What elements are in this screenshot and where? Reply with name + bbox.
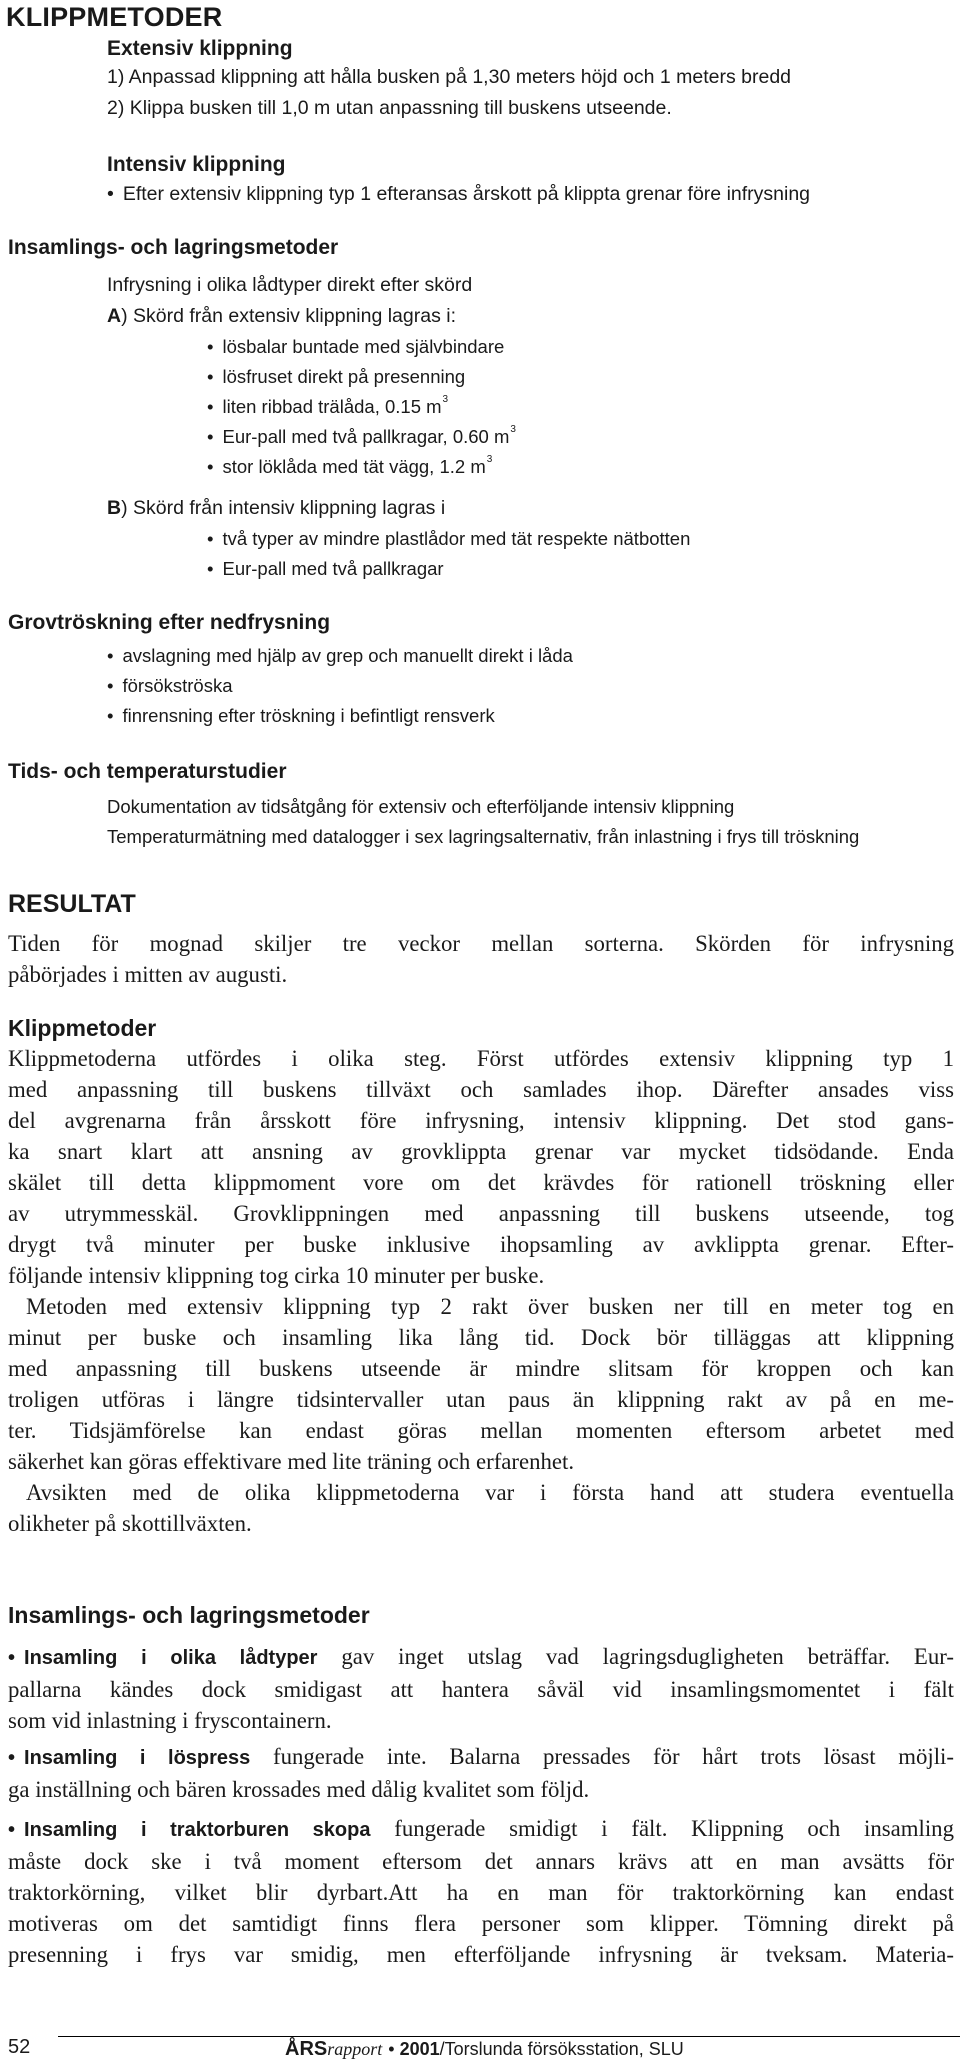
text-line: Tiden för mognad skiljer tre veckor mellan sorterna. Skörden för infrysning	[8, 931, 954, 956]
text-line: med anpassning till buskens utseende är mindre slitsam för kroppen och kan	[8, 1356, 954, 1381]
c2-lead: • Insamling i löspress	[8, 1747, 250, 1769]
text-line: motiveras om det samtidigt finns flera personer som klipper. Tömning direkt på	[8, 1911, 954, 1936]
a-item-5-line	[207, 456, 492, 478]
a-item-5: stor löklåda med tät vägg, 1.2 m	[222, 456, 486, 477]
threshing-item-3: • finrensning efter tröskning i befintligt rensverk	[107, 705, 495, 727]
text-line	[8, 1641, 954, 1674]
c1-text: gav inget utslag vad lagringsdugligheten beträffar. Eur-	[317, 1644, 954, 1669]
c1-lead: • Insamling i olika lådtyper	[8, 1647, 317, 1669]
text-line: olikheter på skottillväxten.	[8, 1511, 252, 1536]
time-line-2: Temperaturmätning med datalogger i sex lagringsalternativ, från inlastning i frys till tröskning	[107, 826, 860, 847]
text-line: påbörjades i mitten av augusti.	[8, 962, 288, 987]
c3-text: fungerade smidigt i fält. Klippning och insamling	[370, 1816, 954, 1841]
time-line-1: Dokumentation av tidsåtgång för extensiv och efterföljande intensiv klippning	[107, 796, 735, 817]
text-line: pallarna kändes dock smidigast att hantera såväl vid insamlingsmomentet i fält	[8, 1677, 954, 1702]
text-line	[8, 1741, 954, 1774]
text-line: skälet till detta klippmoment vore om det krävdes för rationell tröskning eller	[8, 1170, 954, 1195]
text-line: minut per buske och insamling lika lång tid. Dock bör tilläggas att klippning	[8, 1325, 954, 1350]
c3-lead: • Insamling i traktorburen skopa	[8, 1819, 370, 1841]
collect-heading: Insamlings- och lagringsmetoder	[8, 1602, 370, 1628]
brand-rapport: rapport	[327, 2039, 383, 2059]
time-heading: Tids- och temperaturstudier	[8, 760, 287, 783]
footer-rule	[58, 2036, 960, 2037]
a-item-4-line	[207, 426, 516, 448]
text-line: måste dock ske i två moment eftersom det annars krävs att en man avsätts för	[8, 1849, 954, 1874]
text-line: traktorkörning, vilket blir dyrbart.Att ha en man för traktorkörning kan endast	[8, 1880, 954, 1905]
collection-intro: Infrysning i olika lådtyper direkt efter skörd	[107, 274, 473, 296]
text-line: av utrymmesskäl. Grovklippningen med anpassning till buskens utseende, tog	[8, 1201, 954, 1226]
page-title: KLIPPMETODER	[6, 2, 223, 32]
text-line: Klippmetoderna utfördes i olika steg. Först utfördes extensiv klippning typ 1	[8, 1046, 954, 1071]
text-line: ka snart klart att ansning av grovklippta grenar var mycket tidsödande. Enda	[8, 1139, 954, 1164]
collection-a-text: ) Skörd från extensiv klippning lagras i:	[121, 305, 457, 327]
a-item-2: • lösfruset direkt på presenning	[207, 366, 465, 388]
threshing-item-2: • försökströska	[107, 675, 233, 697]
intensive-item: • Efter extensiv klippning typ 1 efteransas årskott på klippta grenar före infrysning	[107, 183, 810, 206]
klipp-heading: Klippmetoder	[8, 1015, 157, 1041]
threshing-heading: Grovtröskning efter nedfrysning	[8, 611, 331, 634]
footer-year: 2001	[399, 2039, 440, 2059]
collection-a-line	[107, 305, 456, 328]
extensive-item-1: 1) Anpassad klippning att hålla busken på 1,30 meters höjd och 1 meters bredd	[107, 66, 792, 88]
footer-brand	[285, 2038, 684, 2061]
text-line: drygt två minuter per buske inklusive ihopsamling av avklippta grenar. Efter-	[8, 1232, 954, 1257]
text-line: Avsikten med de olika klippmetoderna var i första hand att studera eventuella	[26, 1480, 954, 1505]
collection-heading: Insamlings- och lagringsmetoder	[8, 236, 339, 259]
threshing-item-1: • avslagning med hjälp av grep och manuellt direkt i låda	[107, 645, 573, 667]
text-line: som vid inlastning i fryscontainern.	[8, 1708, 332, 1733]
b-item-2: • Eur-pall med två pallkragar	[207, 558, 444, 580]
text-line: troligen utföras i längre tidsintervaller utan paus än klippning rakt av på en me-	[8, 1387, 954, 1412]
c2-text: fungerade inte. Balarna pressades för hårt trots lösast möjli-	[250, 1744, 954, 1769]
label-a: A	[107, 305, 122, 327]
text-line: del avgrenarna från årsskott före infrysning, intensiv klippning. Det stod gans-	[8, 1108, 954, 1133]
a-item-3: liten ribbad trälåda, 0.15 m	[222, 396, 442, 417]
b-item-1: • två typer av mindre plastlådor med tät respekte nätbotten	[207, 528, 690, 550]
text-line: säkerhet kan göras effektivare med lite träning och erfarenhet.	[8, 1449, 575, 1474]
collection-b-line	[107, 497, 445, 520]
cube-superscript: 3	[442, 394, 449, 405]
intensive-heading: Intensiv klippning	[107, 153, 286, 176]
text-line: Metoden med extensiv klippning typ 2 rakt över busken ner till en meter tog en	[26, 1294, 954, 1319]
label-b: B	[107, 497, 122, 519]
collect-paragraph-1	[8, 1641, 954, 1736]
text-line: presenning i frys var smidig, men efterföljande infrysning är tveksam. Materia-	[8, 1942, 954, 1967]
extensive-item-2: 2) Klippa busken till 1,0 m utan anpassning till buskens utseende.	[107, 97, 672, 119]
a-item-3-line	[207, 396, 448, 418]
collection-b-text: ) Skörd från intensiv klippning lagras i	[121, 497, 446, 519]
cube-superscript: 3	[486, 454, 493, 465]
results-heading: RESULTAT	[8, 890, 136, 918]
page-number: 52	[8, 2036, 31, 2058]
brand-ars: ÅRS	[285, 2038, 328, 2060]
collect-paragraph-2	[8, 1741, 954, 1805]
text-line: ter. Tidsjämförelse kan endast göras mellan momenten eftersom arbetet med	[8, 1418, 954, 1443]
text-line: följande intensiv klippning tog cirka 10 minuter per buske.	[8, 1263, 545, 1288]
a-item-4: Eur-pall med två pallkragar, 0.60 m	[222, 426, 510, 447]
a-item-1: • lösbalar buntade med självbindare	[207, 336, 504, 358]
klipp-paragraph-1	[8, 1043, 954, 1539]
text-line: med anpassning till buskens tillväxt och samlades ihop. Därefter ansades viss	[8, 1077, 954, 1102]
results-intro	[8, 928, 954, 990]
footer-org: /Torslunda försöksstation, SLU	[439, 2039, 684, 2059]
collect-paragraph-3	[8, 1813, 954, 1970]
cube-superscript: 3	[510, 424, 516, 435]
bullet-separator: •	[388, 2039, 395, 2059]
text-line	[8, 1813, 954, 1846]
extensive-heading: Extensiv klippning	[107, 37, 293, 60]
text-line: ga inställning och bären krossades med dålig kvalitet som följd.	[8, 1777, 590, 1802]
